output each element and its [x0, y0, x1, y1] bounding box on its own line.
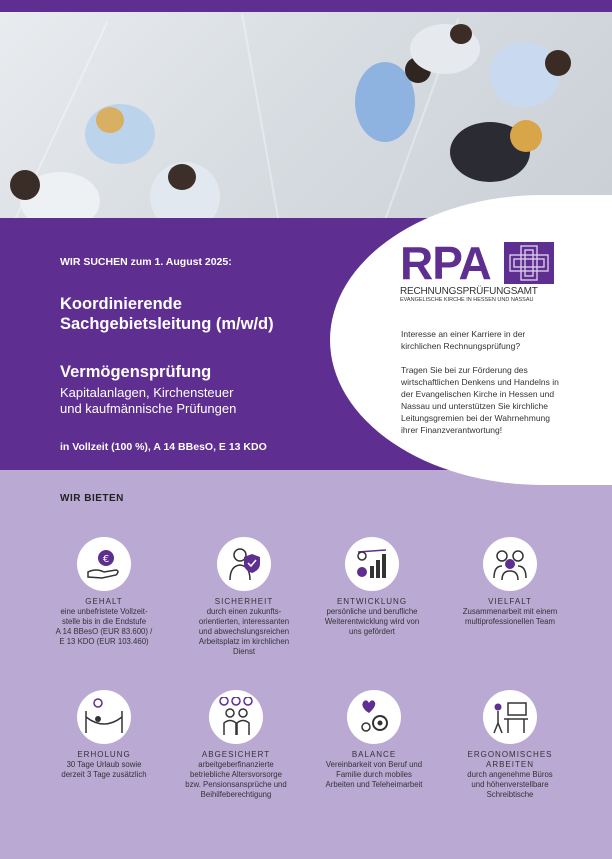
- ergonomic-desk-icon: [483, 690, 537, 744]
- benefit-sicherheit: SICHERHEIT durch einen zukunfts- orientierten, interessanten und abwechslungsreichen Arbeitsplatz im kirchlichen Dienst: [174, 537, 314, 657]
- rpa-logo: [400, 237, 560, 303]
- benefit-vielfalt: VIELFALT Zusammenarbeit mit einem multiprofessionellen Team: [440, 537, 580, 627]
- benefit-entwicklung: ENTWICKLUNG persönliche und berufliche Weiterentwicklung wird von uns gefördert: [302, 537, 442, 637]
- balance-gears-icon: [347, 690, 401, 744]
- job-title-line-2: Sachgebietsleitung (m/w/d): [60, 315, 274, 333]
- hammock-icon: [77, 690, 131, 744]
- svg-text:€: €: [102, 554, 110, 565]
- intro-body: Tragen Sie bei zur Förderung des wirtschaftlichen Denkens und Handelns in der Evangelischen Kirche in Hessen und Nassau und unterstützen Sie kirchliche Leitungsgremien bei der Wahrnehmung ihrer Finanzverantwortung!: [401, 365, 559, 435]
- intro-text: [401, 328, 561, 448]
- kicker: WIR SUCHEN zum 1. August 2025:: [60, 256, 232, 268]
- job-title: [60, 294, 320, 334]
- subtitle-line-2: und kaufmännische Prüfungen: [60, 401, 237, 416]
- benefit-gehalt: € GEHALT eine unbefristete Vollzeit- stelle bis in die Endstufe A 14 BBesO (EUR 83.600) / E 13 KDO (EUR 103.460): [34, 537, 174, 647]
- euro-hand-icon: [77, 537, 131, 591]
- logo-church: EVANGELISCHE KIRCHE IN HESSEN UND NASSAU: [400, 297, 534, 303]
- logo-letters: RPA: [400, 237, 491, 289]
- offer-heading: WIR BIETEN: [60, 493, 124, 504]
- team-icon: [483, 537, 537, 591]
- subtitle-line-1: Kapitalanlagen, Kirchensteuer: [60, 385, 234, 400]
- growth-chart-icon: [345, 537, 399, 591]
- logo-cross-icon: [504, 242, 554, 284]
- department-title: Vermögensprüfung: [60, 363, 212, 381]
- department-subtitle: [60, 385, 320, 417]
- worker-shield-icon: [217, 537, 271, 591]
- benefit-balance: BALANCE Vereinbarkeit von Beruf und Familie durch mobiles Arbeiten und Teleheimarbeit: [304, 690, 444, 790]
- benefit-ergonomisches-arbeiten: ERGONOMISCHES ARBEITEN durch angenehme Büros und höhenverstellbare Schreibtische: [440, 690, 580, 800]
- logo-name: RECHNUNGSPRÜFUNGSAMT: [400, 286, 538, 297]
- job-title-line-1: Koordinierende: [60, 295, 182, 313]
- pension-couple-icon: [209, 690, 263, 744]
- benefit-abgesichert: ABGESICHERT arbeitgeberfinanzierte betriebliche Altersvorsorge bzw. Pensionsansprüche und Beihilfeberechtigung: [166, 690, 306, 800]
- employment-terms: in Vollzeit (100 %), A 14 BBesO, E 13 KDO: [60, 441, 267, 453]
- top-bar: [0, 0, 612, 12]
- intro-question: Interesse an einer Karriere in der kirchlichen Rechnungsprüfung?: [401, 329, 526, 351]
- benefit-erholung: ERHOLUNG 30 Tage Urlaub sowie derzeit 3 Tage zusätzlich: [34, 690, 174, 780]
